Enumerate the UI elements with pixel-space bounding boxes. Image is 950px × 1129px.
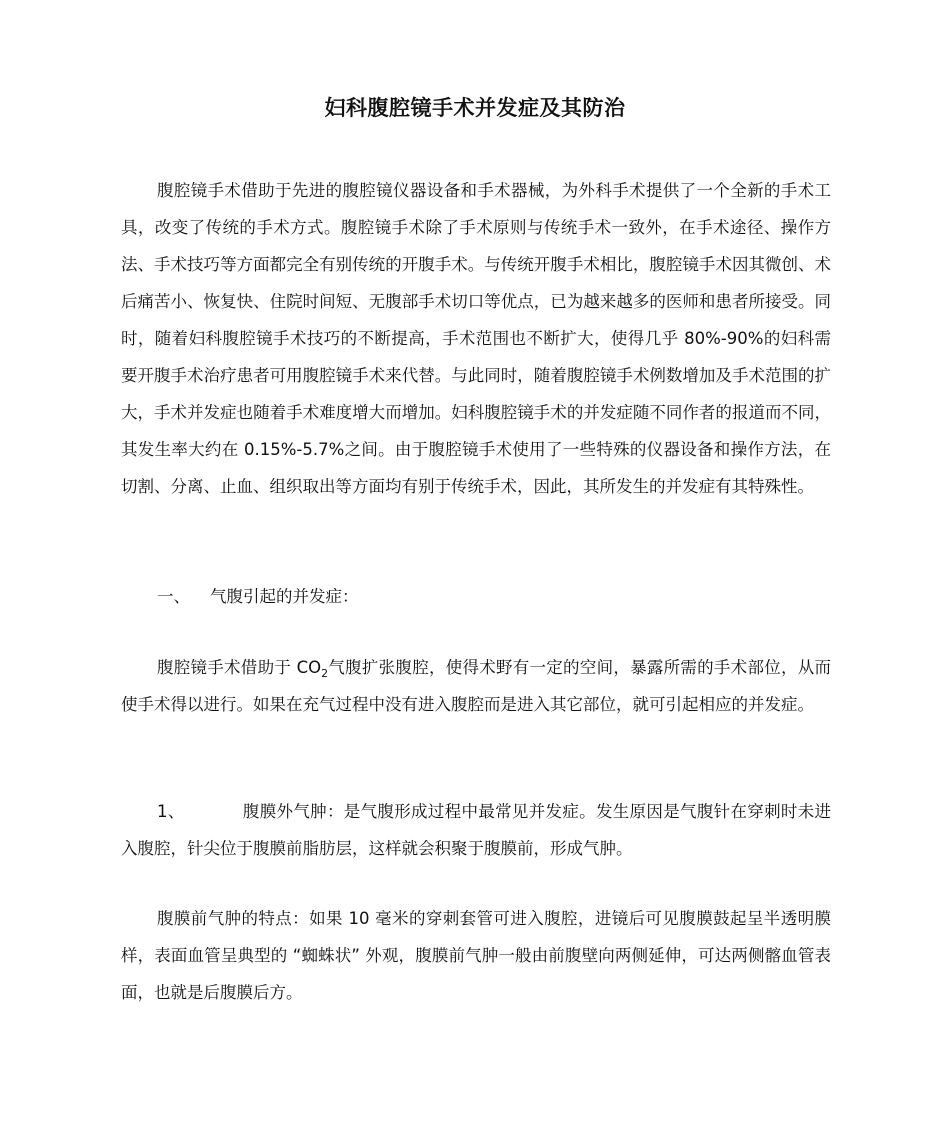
list-item-text: 腹膜外气肿：是气腹形成过程中最常见并发症。发生原因是气腹针在穿刺时未进入腹腔，针尖位于腹膜前脂肪层，这样就会积聚于腹膜前，形成气肿。 bbox=[121, 802, 832, 858]
section-paragraph-lead: 腹腔镜手术借助于 CO bbox=[157, 658, 322, 677]
list-item-number: 1、 bbox=[157, 802, 185, 821]
section-heading-text: 气腹引起的并发症： bbox=[210, 587, 359, 606]
section-heading bbox=[121, 578, 831, 615]
section-paragraph-rest: 气腹扩张腹腔，使得术野有一定的空间，暴露所需的手术部位，从而使手术得以进行。如果在充气过程中没有进入腹腔而是进入其它部位，就可引起相应的并发症。 bbox=[121, 658, 831, 714]
document-title: 妇科腹腔镜手术并发症及其防治 bbox=[324, 96, 626, 120]
list-item-paragraph: 腹膜前气肿的特点：如果 10 毫米的穿刺套管可进入腹腔，进镜后可见腹膜鼓起呈半透明膜样，表面血管呈典型的 “蜘蛛状” 外观，腹膜前气肿一般由前腹壁向两侧延伸，可达两侧髂血管表面，也就是后腹膜后方。 bbox=[121, 909, 831, 1002]
co2-subscript: 2 bbox=[321, 667, 329, 680]
list-item bbox=[121, 793, 831, 867]
intro-paragraph: 腹腔镜手术借助于先进的腹腔镜仪器设备和手术器械，为外科手术提供了一个全新的手术工具，改变了传统的手术方式。腹腔镜手术除了手术原则与传统手术一致外，在手术途径、操作方法、手术技巧等方面都完全有别传统的开腹手术。与传统开腹手术相比，腹腔镜手术因其微创、术后痛苦小、恢复快、住院时间短、无腹部手术切口等优点，已为越来越多的医师和患者所接受。同时，随着妇科腹腔镜手术技巧的不断提高，手术范围也不断扩大，使得几乎 80%-90%的妇科需要开腹手术治疗患者可用腹腔镜手术来代替。与此同时，随着腹腔镜手术例数增加及手术范围的扩大，手术并发症也随着手术难度增大而增加。妇科腹腔镜手术的并发症随不同作者的报道而不同，其发生率大约在 0.15%-5.7%之间。由于腹腔镜手术使用了一些特殊的仪器设备和操作方法，在切割、分离、止血、组织取出等方面均有别于传统手术，因此，其所发生的并发症有其特殊性。 bbox=[121, 181, 831, 496]
section-paragraph bbox=[121, 649, 831, 723]
section-number: 一、 bbox=[157, 587, 190, 606]
